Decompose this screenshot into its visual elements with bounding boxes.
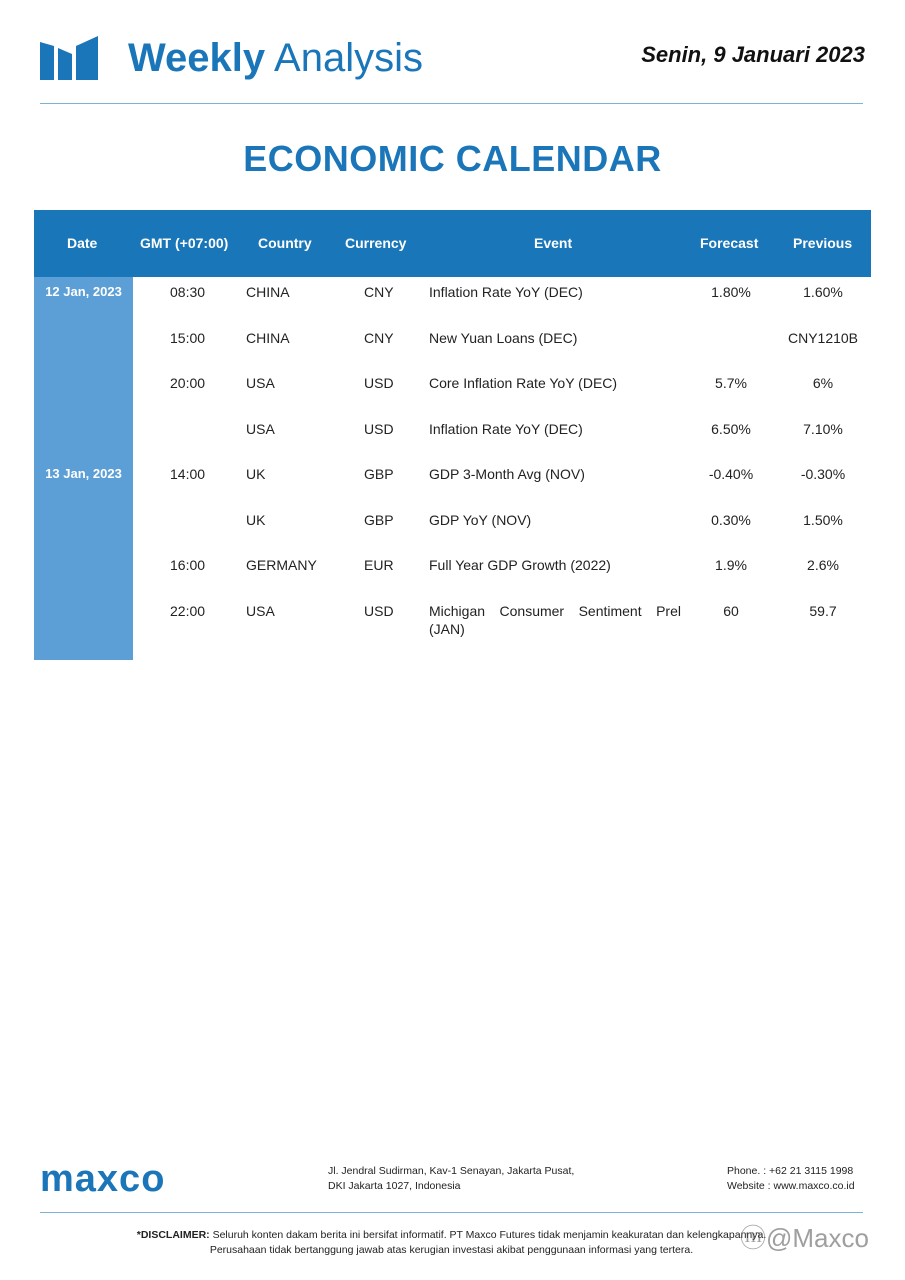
country-cell: GERMANY bbox=[246, 557, 317, 573]
country-cell: USA bbox=[246, 602, 275, 619]
currency-cell: GBP bbox=[364, 466, 394, 482]
time-cell: 16:00 bbox=[170, 557, 206, 573]
forecast-cell: 60 bbox=[723, 602, 739, 619]
column-header-previous: Previous bbox=[793, 235, 853, 251]
phone-text: Phone. : +62 21 3115 1998 bbox=[727, 1165, 854, 1177]
forecast-cell: 6.50% bbox=[711, 420, 751, 437]
footer-address bbox=[328, 1164, 574, 1194]
event-cell: Inflation Rate YoY (DEC) bbox=[429, 284, 583, 300]
bar-chart-logo-icon bbox=[40, 36, 98, 80]
time-cell: 14:00 bbox=[170, 466, 206, 482]
time-cell: 22:00 bbox=[170, 602, 206, 619]
previous-cell: -0.30% bbox=[800, 466, 846, 482]
report-title bbox=[128, 34, 423, 82]
column-header-currency: Currency bbox=[345, 235, 407, 251]
column-header-date: Date bbox=[67, 235, 98, 251]
previous-cell: 1.50% bbox=[803, 511, 843, 528]
watermark: ⓜ@Maxco bbox=[740, 1223, 869, 1253]
disclaimer-label: *DISCLAIMER: bbox=[136, 1229, 210, 1241]
forecast-cell: 1.9% bbox=[715, 557, 747, 573]
currency-cell: EUR bbox=[364, 557, 394, 573]
forecast-cell: 5.7% bbox=[715, 375, 747, 391]
table-header-row bbox=[34, 210, 871, 277]
previous-cell: 2.6% bbox=[807, 557, 839, 573]
previous-cell: 59.7 bbox=[809, 602, 837, 619]
table-body bbox=[34, 277, 871, 660]
country-cell: UK bbox=[246, 466, 266, 482]
header-divider bbox=[40, 103, 863, 104]
country-cell: USA bbox=[246, 375, 275, 391]
page-title: ECONOMIC CALENDAR bbox=[243, 138, 662, 179]
currency-cell: CNY bbox=[364, 284, 394, 300]
disclaimer-text: Seluruh konten dakam berita ini bersifat informatif. PT Maxco Futures tidak menjamin keakuratan dan kelengkapannya. bbox=[212, 1229, 767, 1241]
event-cell: Core Inflation Rate YoY (DEC) bbox=[429, 375, 618, 391]
date-group-label: 12 Jan, 2023 bbox=[45, 284, 122, 299]
time-cell: 08:30 bbox=[170, 284, 206, 300]
currency-cell: USD bbox=[364, 602, 394, 619]
country-cell: CHINA bbox=[246, 329, 290, 346]
column-header-country: Country bbox=[258, 235, 312, 251]
report-title-bold: Weekly bbox=[128, 36, 266, 80]
time-cell: 20:00 bbox=[170, 375, 206, 391]
economic-calendar-table bbox=[34, 210, 871, 660]
previous-cell: 1.60% bbox=[803, 284, 843, 300]
event-cell: GDP 3-Month Avg (NOV) bbox=[429, 466, 585, 482]
date-group-label: 13 Jan, 2023 bbox=[45, 466, 122, 481]
address-line: DKI Jakarta 1027, Indonesia bbox=[328, 1180, 461, 1192]
forecast-cell: 0.30% bbox=[711, 511, 751, 528]
event-cell: Michigan Consumer Sentiment Prel (JAN) bbox=[429, 602, 681, 637]
country-cell: CHINA bbox=[246, 284, 290, 300]
country-cell: USA bbox=[246, 420, 275, 437]
previous-cell: 7.10% bbox=[803, 420, 843, 437]
event-cell: Inflation Rate YoY (DEC) bbox=[429, 420, 583, 437]
disclaimer-line: Perusahaan tidak bertanggung jawab atas kerugian investasi akibat penggunaan informasi yang tertera. bbox=[209, 1244, 694, 1256]
forecast-cell: -0.40% bbox=[708, 466, 754, 482]
website-text: Website : www.maxco.co.id bbox=[727, 1180, 855, 1192]
currency-cell: GBP bbox=[364, 511, 394, 528]
event-cell: GDP YoY (NOV) bbox=[429, 511, 532, 528]
previous-cell: 6% bbox=[812, 375, 834, 391]
time-cell: 15:00 bbox=[170, 329, 206, 346]
currency-cell: USD bbox=[364, 420, 394, 437]
event-cell: New Yuan Loans (DEC) bbox=[429, 329, 578, 346]
date-column bbox=[34, 277, 133, 660]
previous-cell: CNY1210B bbox=[787, 329, 859, 346]
page-header bbox=[40, 30, 865, 90]
column-header-forecast: Forecast bbox=[700, 235, 759, 251]
maxco-logo: maxco bbox=[40, 1158, 166, 1200]
report-title-light: Analysis bbox=[274, 36, 423, 80]
column-header-gmt: GMT (+07:00) bbox=[140, 235, 229, 251]
address-line: Jl. Jendral Sudirman, Kav-1 Senayan, Jakarta Pusat, bbox=[328, 1165, 575, 1177]
report-date: Senin, 9 Januari 2023 bbox=[641, 42, 865, 67]
currency-cell: USD bbox=[364, 375, 394, 391]
column-header-event: Event bbox=[534, 235, 573, 251]
footer-divider bbox=[40, 1212, 863, 1213]
country-cell: UK bbox=[246, 511, 266, 528]
event-cell: Full Year GDP Growth (2022) bbox=[429, 557, 611, 573]
currency-cell: CNY bbox=[364, 329, 394, 346]
forecast-cell: 1.80% bbox=[711, 284, 751, 300]
footer-contact bbox=[727, 1164, 855, 1194]
